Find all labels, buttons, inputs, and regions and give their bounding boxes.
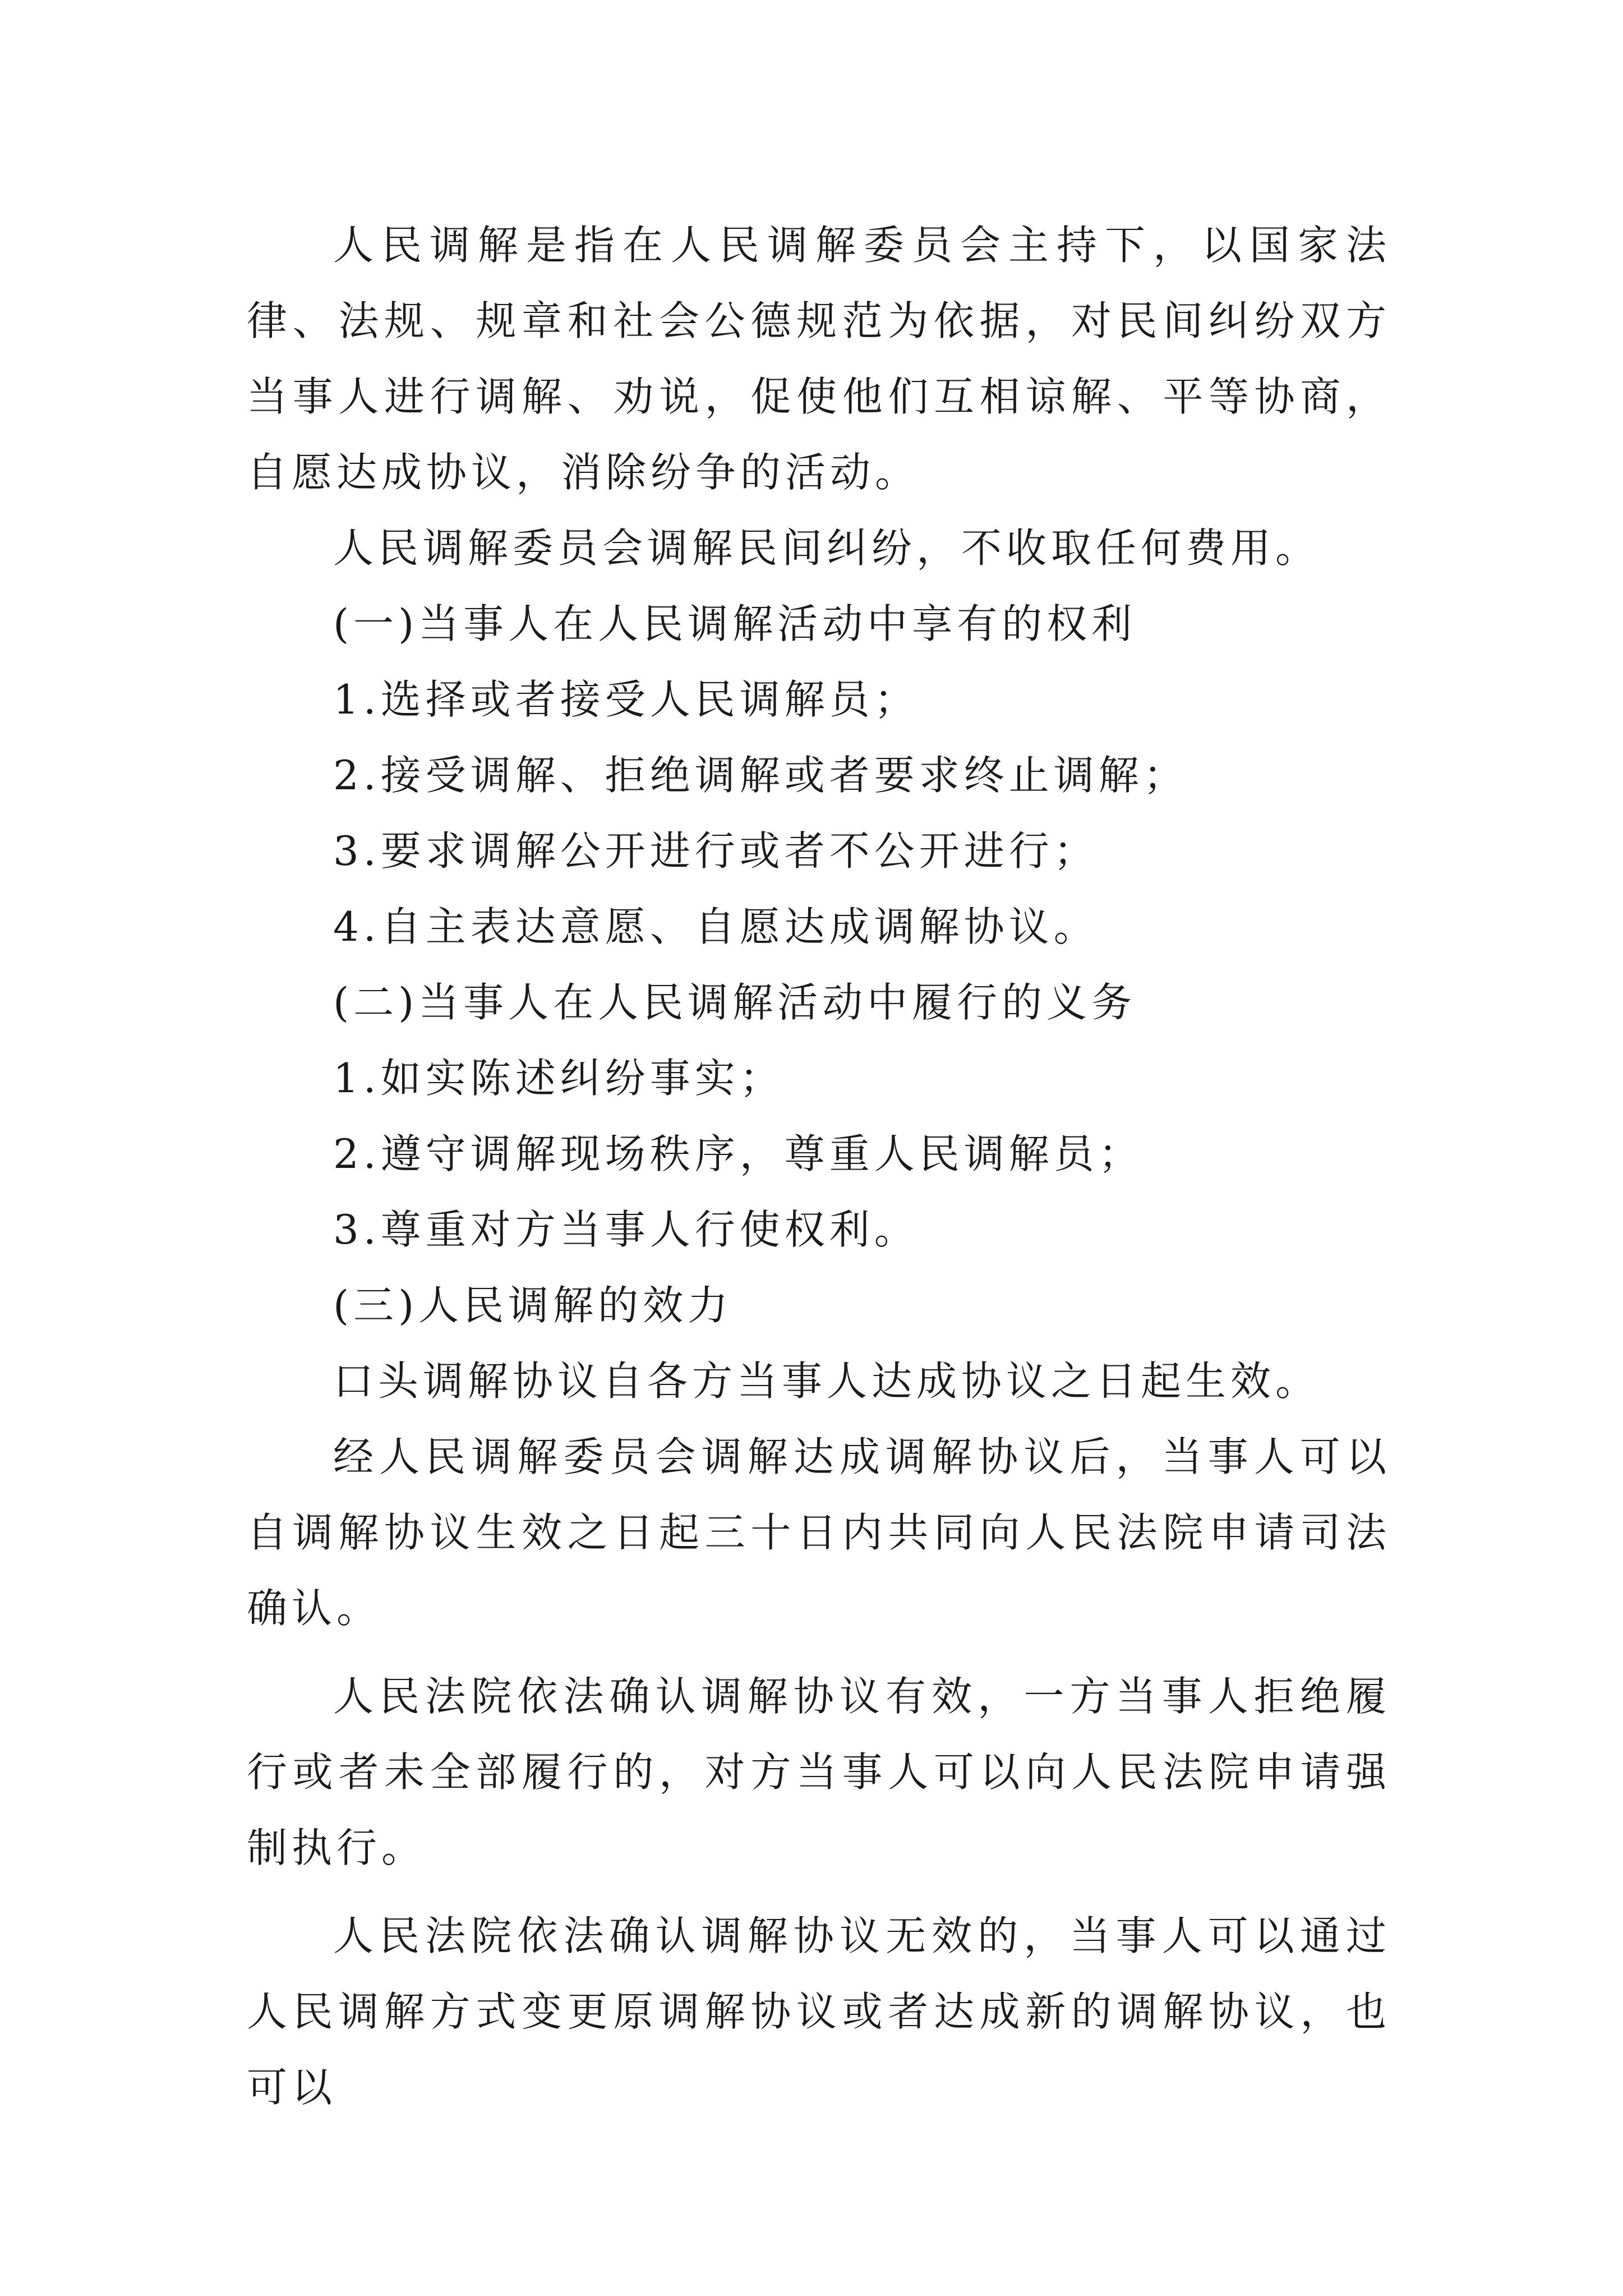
list-item-obligation-1: 1.如实陈述纠纷事实；	[333, 1055, 785, 1102]
section-heading-obligations: (二)当事人在人民调解活动中履行的义务	[333, 979, 1137, 1026]
list-item-right-3: 3.要求调解公开进行或者不公开进行；	[333, 827, 1099, 875]
list-item-obligation-3: 3.尊重对方当事人行使权利。	[333, 1206, 919, 1253]
list-item-right-2: 2.接受调解、拒绝调解或者要求终止调解；	[333, 752, 1188, 799]
paragraph-definition: 人民调解是指在人民调解委员会主持下，以国家法律、法规、规章和社会公德规范为依据，对民间纠纷双方当事人进行调解、劝说，促使他们互相谅解、平等协商，自愿达成协议，消除纷争的活动。	[247, 222, 1391, 496]
document-page	[247, 208, 1391, 2125]
section-heading-rights: (一)当事人在人民调解活动中享有的权利	[333, 600, 1137, 647]
list-item-right-1: 1.选择或者接受人民调解员；	[333, 676, 919, 723]
paragraph-no-fee: 人民调解委员会调解民间纠纷，不收取任何费用。	[333, 524, 1321, 572]
list-item-right-4: 4.自主表达意愿、自愿达成调解协议。	[333, 903, 1099, 950]
list-item-obligation-2: 2.遵守调解现场秩序，尊重人民调解员；	[333, 1130, 1144, 1177]
paragraph-judicial-confirmation: 经人民调解委员会调解达成调解协议后，当事人可以自调解协议生效之日起三十日内共同向人民法院申请司法确认。	[247, 1433, 1391, 1632]
paragraph-oral-agreement: 口头调解协议自各方当事人达成协议之日起生效。	[333, 1358, 1321, 1405]
section-heading-effect: (三)人民调解的效力	[333, 1282, 733, 1329]
paragraph-invalid-agreement: 人民法院依法确认调解协议无效的，当事人可以通过人民调解方式变更原调解协议或者达成新的调解协议，也可以	[247, 1912, 1391, 2111]
paragraph-enforcement: 人民法院依法确认调解协议有效，一方当事人拒绝履行或者未全部履行的，对方当事人可以向人民法院申请强制执行。	[247, 1673, 1391, 1871]
